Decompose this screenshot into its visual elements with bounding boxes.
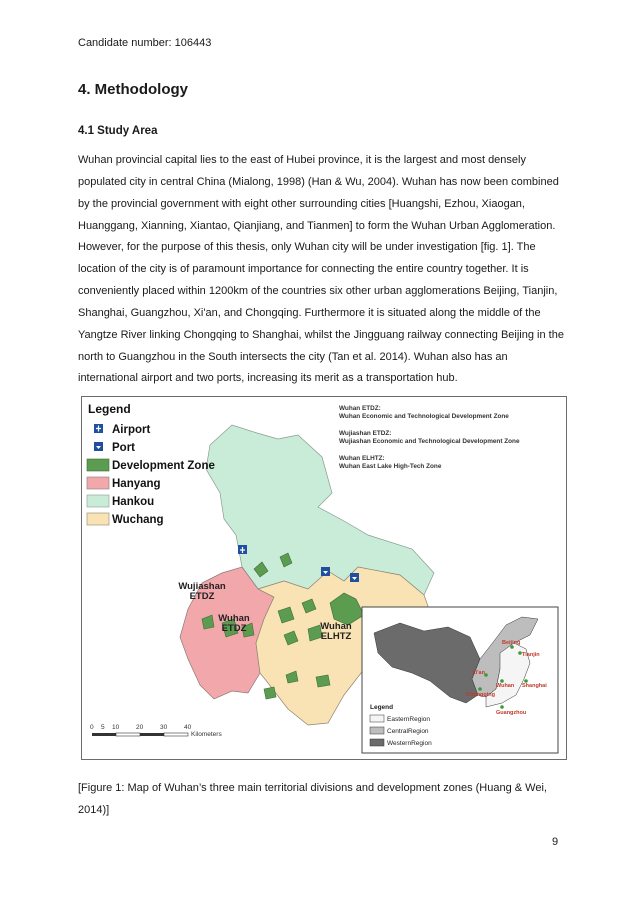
paragraph-line: Huanggang, Xianning, Xiantao, Qianjiang, and Tianmen] to form the Wuhan Urban Agglomeration. xyxy=(78,219,556,232)
candidate-number: Candidate number: 106443 xyxy=(78,37,212,49)
legend-development-zone xyxy=(87,459,215,472)
port-icon xyxy=(321,567,330,576)
caption-line: 2014)] xyxy=(78,803,110,816)
svg-text:Airport: Airport xyxy=(112,424,151,436)
zone-notes xyxy=(339,405,520,470)
svg-text:Hanyang: Hanyang xyxy=(112,478,161,490)
svg-text:20: 20 xyxy=(136,724,144,731)
legend-hankou xyxy=(87,495,154,508)
svg-text:40: 40 xyxy=(184,724,192,731)
port-icon xyxy=(350,573,359,582)
svg-text:10: 10 xyxy=(112,724,120,731)
zone-note-title: Wuhan ETDZ: xyxy=(339,405,381,412)
legend-port xyxy=(94,442,135,454)
paragraph-line: location of the city is of paramount importance for connecting the entire country together. It is xyxy=(78,263,529,276)
section-title: 4. Methodology xyxy=(78,81,188,98)
svg-text:Tianjin: Tianjin xyxy=(522,652,540,658)
body-paragraph xyxy=(78,150,568,390)
wuhan-map-figure xyxy=(81,396,567,760)
figure-caption xyxy=(78,778,568,822)
legend-hanyang xyxy=(87,477,161,490)
zone-note-title: Wuhan ELHTZ: xyxy=(339,455,385,462)
paragraph-line: Wuhan provincial capital lies to the east of Hubei province, it is the largest and most densely xyxy=(78,154,526,166)
svg-text:Beijing: Beijing xyxy=(502,640,521,646)
paragraph-line: Yangtze River linking Chongqing to Shanghai, whilst the Jingguang railway connecting Beijing in the xyxy=(78,328,564,341)
svg-text:Guangzhou: Guangzhou xyxy=(496,710,527,716)
zone-note-desc: Wuhan East Lake High-Tech Zone xyxy=(339,463,442,470)
legend-wuchang xyxy=(87,513,164,526)
wuhan-elhtz-label: Wuhan ELHTZ xyxy=(320,621,352,642)
svg-text:0: 0 xyxy=(90,724,94,731)
section-subtitle: 4.1 Study Area xyxy=(78,125,158,137)
svg-text:Wuhan: Wuhan xyxy=(496,683,515,689)
svg-text:Hankou: Hankou xyxy=(112,496,155,508)
paragraph-line: Shanghai, Guangzhou, Xi'an, and Chongqing. Furthermore it is situated along the middle of the xyxy=(78,306,541,319)
wujiashan-etdz-label: Wujiashan ETDZ xyxy=(178,581,226,602)
development-zone xyxy=(316,675,330,687)
svg-text:Shanghai: Shanghai xyxy=(522,683,547,689)
paragraph-line: However, for the purpose of this thesis, only Wuhan city will be under investigation [fig. 1]. The xyxy=(78,241,536,254)
page-number: 9 xyxy=(552,836,559,848)
svg-text:WesternRegion: WesternRegion xyxy=(387,740,432,747)
svg-text:Wuchang: Wuchang xyxy=(112,514,164,526)
china-inset-map xyxy=(362,607,558,753)
svg-text:30: 30 xyxy=(160,724,168,731)
svg-text:Xi'an: Xi'an xyxy=(472,670,485,676)
svg-text:Chongqing: Chongqing xyxy=(466,692,496,698)
svg-text:Port: Port xyxy=(112,442,135,454)
wuhan-etdz-label: Wuhan ETDZ xyxy=(218,613,250,634)
paragraph-line: populated city in central China (Mialong, 1998) (Han & Wu, 2004). Wuhan has now been combined xyxy=(78,175,559,188)
caption-line: [Figure 1: Map of Wuhan’s three main territorial divisions and development zones (Huang & Wei, xyxy=(78,782,547,794)
zone-note-desc: Wuhan Economic and Technological Development Zone xyxy=(339,413,509,420)
development-zone xyxy=(264,687,276,699)
scale-bar xyxy=(90,724,222,738)
zone-note-desc: Wujiashan Economic and Technological Development Zone xyxy=(339,438,520,445)
map-legend xyxy=(87,402,215,526)
svg-text:EasternRegion: EasternRegion xyxy=(387,716,430,723)
paragraph-line: north to Guangzhou in the South intersects the city (Tan et al. 2014). Wuhan also has an xyxy=(78,350,508,363)
svg-text:CentralRegion: CentralRegion xyxy=(387,728,429,735)
scale-unit: Kilometers xyxy=(191,731,222,738)
legend-title: Legend xyxy=(88,402,131,416)
wuhan-map xyxy=(82,397,566,759)
svg-text:Legend: Legend xyxy=(370,704,394,711)
paragraph-line: by the provincial government with eight other surrounding cities [Huangshi, Ezhou, Xiaogan, xyxy=(78,197,525,210)
svg-text:Development Zone: Development Zone xyxy=(112,460,215,472)
paragraph-line: international airport and two ports, increasing its merit as a transportation hub. xyxy=(78,372,458,385)
legend-airport xyxy=(94,424,151,436)
svg-text:5: 5 xyxy=(101,724,105,731)
airport-icon xyxy=(238,545,247,554)
paragraph-line: conveniently placed within 1200km of the countries six other urban agglomerations Beijing, Tianjin, xyxy=(78,285,558,298)
zone-note-title: Wujiashan ETDZ: xyxy=(339,430,392,437)
